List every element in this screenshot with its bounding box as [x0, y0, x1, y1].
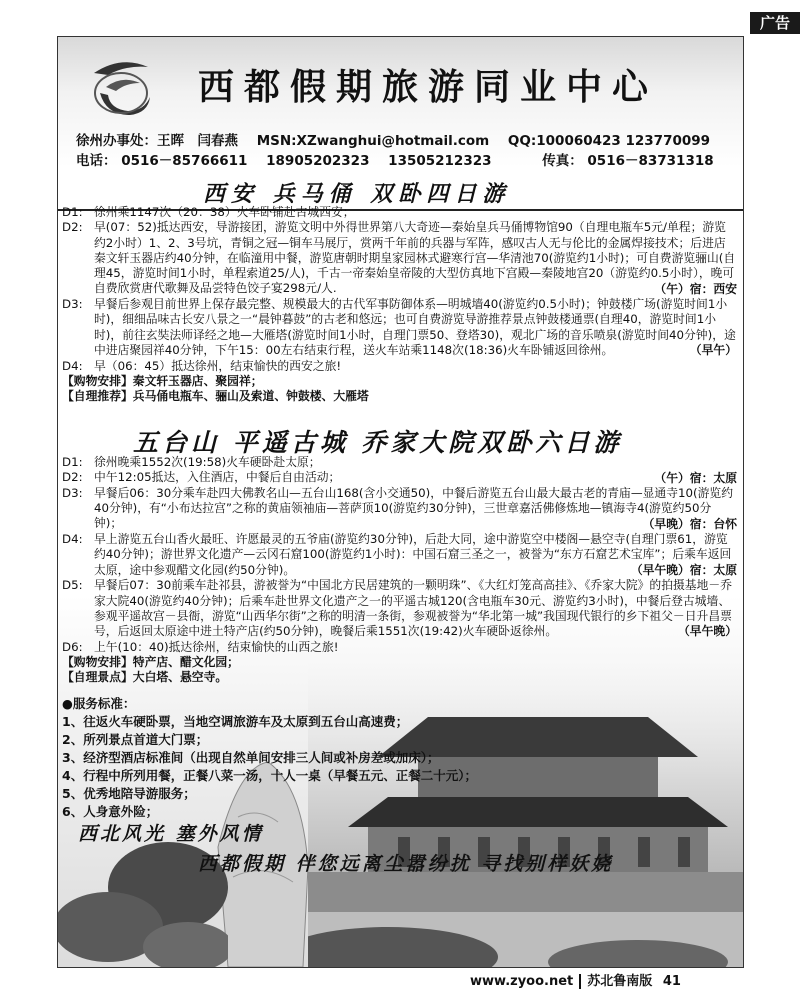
- ad-tag: 广告: [750, 12, 800, 34]
- service-standards: ●服务标准： 1、往返火车硬卧票，当地空调旅游车及太原到五台山高速费； 2、所列景点首道大门票； 3、经济型酒店标准间（出现自然单间安排三人间或补房差或加床）； 4、行程中所列用餐，正餐八菜一汤，十人一桌（早餐五元、正餐二十元）； 5、优秀地陪导游服务； 6、人身意外险；: [62, 696, 477, 819]
- tour1-title: 西安 兵马俑 双卧四日游: [203, 181, 511, 207]
- slogan-1: 西北风光 塞外风情: [78, 823, 264, 845]
- day-row: D4: 早上游览五台山香火最旺、许愿最灵的五爷庙(游览约30分钟)，后赴大同，途中游览空中楼阁—悬空寺(自理门票61，游览约40分钟)；游世界文化遗产—云冈石窟100(游览约1小时)：中国石窟三圣之一，被誉为“东方石窟艺术宝库”；后乘车返回太原，途中参观醋文化园(约50分钟)。: [62, 532, 732, 577]
- contact-line-1: [76, 129, 724, 149]
- day-row: D2: 早(07：52)抵达西安，导游接团，游览文明中外得世界第八大奇迹—秦始皇兵马俑博物馆90（自理电瓶车5元/单程；游览约2小时）1、2、3号坑，青铜之冠—铜车马展厅，赏两千年前的兵器与军阵，感叹古人无与伦比的金属焊接技术；后进店秦文轩玉器店约40分钟，在临潼用中餐，游览唐朝时期皇家园林式避寒行宫—华清池70(游览约1小时)；可自费游览骊山(自理45，游览时间1小时，单程索道25/人)，千古一帝秦始皇帝陵的大型仿真地下宫殿—秦陵地宫20（游览约0.5小时），晚可自费欣赏唐代歌舞及品尝特色饺子宴298元/人.: [62, 220, 736, 296]
- page-footer: [470, 970, 681, 989]
- contact-line-2: [76, 149, 728, 169]
- tour2-shopping: 【购物安排】特产店、醋文化园；: [62, 655, 239, 670]
- day-row: D1: 徐州晚乘1552次(19:58)火车硬卧赴太原；: [62, 455, 321, 469]
- site-url: www.zyoo.net: [470, 974, 574, 989]
- phone-3: 13505212323: [388, 153, 492, 169]
- meal-note: （午）宿：西安: [654, 281, 737, 296]
- meal-note: （早午晚）: [678, 624, 737, 639]
- fax-label: 传真：: [542, 153, 583, 169]
- tour2-title: 五台山 平遥古城 乔家大院双卧六日游: [133, 428, 623, 457]
- day-row: D2: 中午12:05抵达，入住酒店，中餐后自由活动；: [62, 470, 341, 485]
- page-number: 41: [662, 974, 681, 989]
- tour1-shopping: 【购物安排】秦文轩玉器店、聚园祥；: [62, 373, 263, 388]
- phone-2: 18905202323: [266, 153, 370, 169]
- day-row: D3: 早餐后06：30分乘车赴四大佛教名山—五台山168(含小交通50)，中餐后游览五台山最大最古老的青庙—显通寺10(游览约40分钟)，有“小布达拉宫”之称的黄庙领袖庙—菩萨顶10(游览约30分钟)，三世章嘉活佛修炼地—镇海寺4(游览约50分钟)；: [62, 485, 734, 531]
- agency-name: 西都假期旅游同业中心: [198, 66, 659, 108]
- advert-frame: [57, 36, 744, 968]
- msn: MSN:XZwanghui@hotmail.com: [256, 133, 490, 149]
- day-row: D4: 早（06：45）抵达徐州，结束愉快的西安之旅!: [62, 358, 342, 373]
- phone-label: 电话：: [76, 153, 117, 169]
- meal-note: （午）宿：太原: [654, 470, 737, 485]
- slogan-2: 西都假期 伴您远离尘嚣纷扰 寻找别样妖娆: [198, 853, 614, 875]
- tour1-itinerary: [62, 205, 737, 404]
- day-row: D1: 徐州乘1147次（20：38）火车卧铺赴古城西安；: [62, 205, 355, 219]
- qq: QQ:100060423 123770099: [507, 133, 711, 149]
- phone-1: 0516－85766611: [121, 153, 248, 169]
- edition: 苏北鲁南版: [587, 974, 653, 989]
- office-label: 徐州办事处：王晖 闫春燕: [76, 133, 238, 149]
- day-row: D5: 早餐后07：30前乘车赴祁县，游被誉为“中国北方民居建筑的一颗明珠”、《大红灯笼高高挂》、《乔家大院》的拍摄基地－乔家大院40(游览约40分钟)；后乘车赴世界文化遗产之一的平遥古城120(含电瓶车30元、游览约3小时)，中餐后登古城墙、参观平遥故宫－县衙，游览“山西华尔街”之称的明清一条街，参观被誉为“华北第一城”我国现代银行的乡下祖父－日升昌票号，后返回太原途中进土特产店(约50分钟)，晚餐后乘1551次(19:42)火车硬卧返徐州。: [62, 578, 732, 639]
- tree-photo: [58, 827, 228, 967]
- tour1-optional: 【自理推荐】兵马俑电瓶车、骊山及索道、钟鼓楼、大雁塔: [62, 389, 369, 404]
- meal-note: （早午晚）宿：太原: [630, 562, 737, 577]
- tour2-sights: 【自理景点】大白塔、悬空寺。: [62, 670, 228, 685]
- day-row: D6: 上午(10：40)抵达徐州，结束愉快的山西之旅!: [62, 639, 339, 654]
- fax: 0516－83731318: [587, 153, 714, 169]
- meal-note: （早晚）宿：台怀: [642, 516, 737, 531]
- tour2-itinerary: [62, 455, 737, 686]
- agency-logo-icon: [86, 53, 156, 123]
- meal-note: （早午）: [689, 343, 737, 358]
- day-row: D3: 早餐后参观目前世界上保存最完整、规模最大的古代军事防御体系—明城墙40(游览约0.5小时)；钟鼓楼广场(游览时间1小时)，细细品味古长安八景之一“晨钟暮鼓”的古老和悠远；也可自费游览导游推荐景点钟鼓楼通票(自理40，游览时间1小时)，前往玄奘法师译经之地—大雁塔(游览时间1小时，自理门票50、登塔30)，观北广场的音乐喷泉(游览时间40分钟)，途中进店聚园祥40分钟，下午15：00左右结束行程，送火车站乘1148次(18:36)火车卧铺返回徐州。: [62, 297, 736, 357]
